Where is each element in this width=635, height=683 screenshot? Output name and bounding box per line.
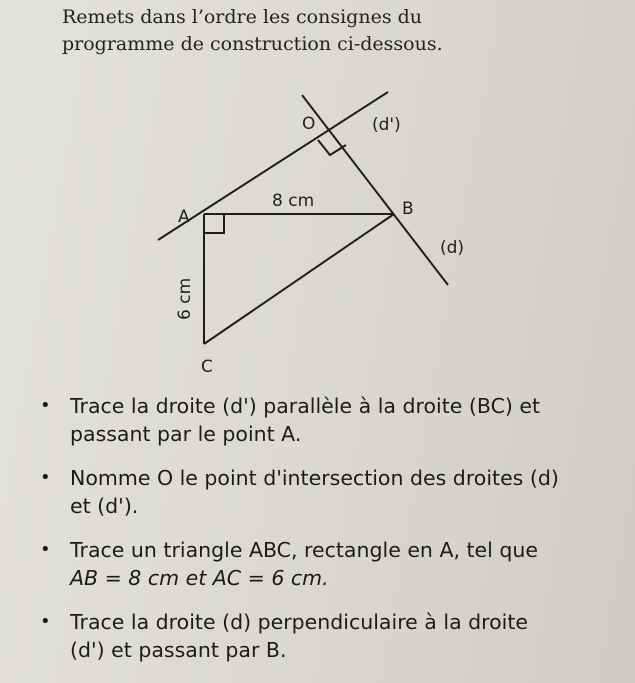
segment-bc: [204, 214, 394, 344]
label-point-c: C: [201, 357, 213, 377]
list-item: [30, 536, 620, 592]
label-length-ac: 6 cm: [175, 277, 195, 320]
label-point-b: B: [402, 199, 414, 219]
step-line-1: Trace la droite (d') parallèle à la droite (BC) et: [70, 394, 541, 418]
label-line-d-prime: (d'): [372, 115, 401, 135]
title-line-1: Remets dans l’ordre les consignes du: [62, 6, 423, 28]
list-item: [30, 464, 620, 520]
label-point-a: A: [178, 207, 190, 227]
bullet-icon: •: [40, 539, 51, 560]
step-line-2: passant par le point A.: [70, 422, 302, 446]
step-line-1: Nomme O le point d'intersection des droites (d): [70, 466, 559, 490]
step-line-1: Trace la droite (d) perpendiculaire à la droite: [70, 610, 529, 634]
step-line-2: et (d').: [70, 494, 139, 518]
bullet-icon: •: [40, 611, 51, 632]
title-line-2: programme de construction ci-dessous.: [62, 33, 443, 55]
step-line-2: (d') et passant par B.: [70, 638, 287, 662]
right-angle-mark-a: [204, 214, 224, 233]
construction-steps-list: [30, 392, 620, 680]
label-line-d: (d): [440, 238, 465, 258]
list-item: [30, 392, 620, 448]
bullet-icon: •: [40, 395, 51, 416]
label-length-ab: 8 cm: [272, 191, 315, 211]
step-line-2: AB = 8 cm et AC = 6 cm.: [70, 566, 329, 590]
right-angle-mark-o: [318, 140, 346, 155]
label-point-o: O: [302, 114, 316, 134]
bullet-icon: •: [40, 467, 51, 488]
line-d-prime: [158, 92, 388, 240]
list-item: [30, 608, 620, 664]
step-line-1: Trace un triangle ABC, rectangle en A, tel que: [70, 538, 538, 562]
